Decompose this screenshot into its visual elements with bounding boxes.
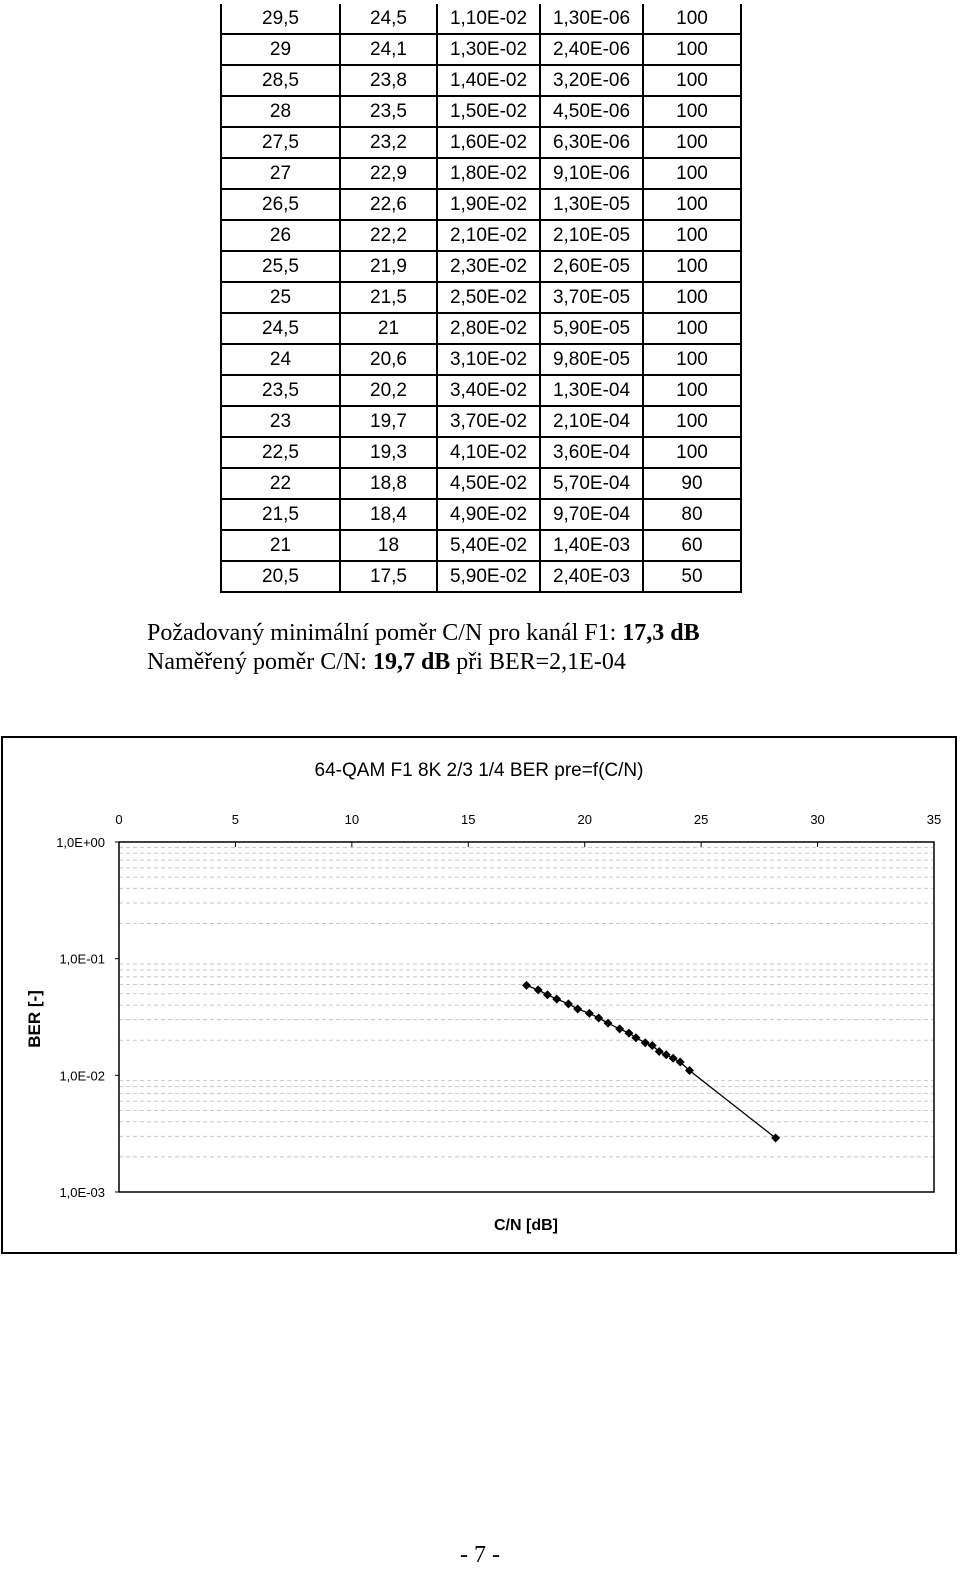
x-tick-label: 20: [577, 812, 592, 827]
table-cell: 21,5: [340, 282, 437, 313]
table-cell: 22,9: [340, 158, 437, 189]
table-cell: 100: [643, 65, 741, 96]
table-cell: 2,10E-04: [540, 406, 643, 437]
table-cell: 20,5: [221, 561, 340, 592]
table-cell: 24: [221, 344, 340, 375]
table-cell: 3,70E-02: [437, 406, 540, 437]
table-cell: 100: [643, 313, 741, 344]
required-cn-note: [147, 620, 700, 647]
x-tick-label: 15: [461, 812, 476, 827]
chart-title: 64-QAM F1 8K 2/3 1/4 BER pre=f(C/N): [314, 760, 644, 781]
table-cell: 25: [221, 282, 340, 313]
table-cell: 2,60E-05: [540, 251, 643, 282]
measurement-table: [220, 4, 742, 593]
table-cell: 1,30E-04: [540, 375, 643, 406]
ber-data-point: [564, 999, 573, 1008]
measured-cn-label: Naměřený poměr C/N:: [147, 649, 373, 675]
table-cell: 1,10E-02: [437, 4, 540, 34]
table-cell: 26: [221, 220, 340, 251]
table-cell: 1,90E-02: [437, 189, 540, 220]
table-cell: 23,8: [340, 65, 437, 96]
table-cell: 19,7: [340, 406, 437, 437]
table-cell: 23,5: [340, 96, 437, 127]
measurement-table-body: [221, 4, 741, 592]
table-cell: 1,60E-02: [437, 127, 540, 158]
table-cell: 22,6: [340, 189, 437, 220]
table-cell: 22: [221, 468, 340, 499]
table-cell: 18,8: [340, 468, 437, 499]
table-cell: 3,20E-06: [540, 65, 643, 96]
table-cell: 1,30E-05: [540, 189, 643, 220]
table-cell: 20,2: [340, 375, 437, 406]
y-tick-label: 1,0E-01: [59, 951, 105, 967]
table-cell: 3,40E-02: [437, 375, 540, 406]
table-cell: 27,5: [221, 127, 340, 158]
table-cell: 100: [643, 4, 741, 34]
table-cell: 2,80E-02: [437, 313, 540, 344]
table-cell: 60: [643, 530, 741, 561]
table-cell: 24,5: [340, 4, 437, 34]
table-cell: 1,30E-02: [437, 34, 540, 65]
table-cell: 4,10E-02: [437, 437, 540, 468]
ber-data-point: [585, 1009, 594, 1018]
table-row: [221, 158, 741, 189]
table-row: [221, 468, 741, 499]
table-cell: 21: [221, 530, 340, 561]
table-row: [221, 375, 741, 406]
table-row: [221, 96, 741, 127]
ber-data-point: [615, 1024, 624, 1033]
table-cell: 5,40E-02: [437, 530, 540, 561]
table-cell: 5,90E-02: [437, 561, 540, 592]
table-cell: 4,50E-02: [437, 468, 540, 499]
ber-data-point: [631, 1033, 640, 1042]
table-cell: 18,4: [340, 499, 437, 530]
table-row: [221, 34, 741, 65]
table-cell: 4,90E-02: [437, 499, 540, 530]
x-tick-label: 25: [693, 812, 709, 827]
table-row: [221, 530, 741, 561]
table-cell: 100: [643, 375, 741, 406]
table-row: [221, 406, 741, 437]
table-cell: 80: [643, 499, 741, 530]
table-cell: 2,10E-02: [437, 220, 540, 251]
table-cell: 23,2: [340, 127, 437, 158]
table-cell: 5,90E-05: [540, 313, 643, 344]
x-tick-label: 35: [926, 812, 942, 827]
table-row: [221, 189, 741, 220]
ber-data-point: [573, 1005, 582, 1014]
table-cell: 29: [221, 34, 340, 65]
table-cell: 18: [340, 530, 437, 561]
table-cell: 28,5: [221, 65, 340, 96]
table-row: [221, 220, 741, 251]
table-cell: 5,70E-04: [540, 468, 643, 499]
y-tick-label: 1,0E-03: [59, 1185, 105, 1200]
ber-data-point: [543, 990, 552, 999]
plot-area: [119, 842, 934, 1192]
measured-ber-text: při BER=2,1E-04: [450, 649, 626, 675]
ber-chart-plot: [3, 738, 955, 1252]
table-cell: 9,70E-04: [540, 499, 643, 530]
table-cell: 100: [643, 406, 741, 437]
table-cell: 2,40E-06: [540, 34, 643, 65]
table-cell: 100: [643, 34, 741, 65]
y-tick-label: 1,0E-02: [59, 1068, 105, 1084]
table-cell: 1,80E-02: [437, 158, 540, 189]
table-cell: 100: [643, 220, 741, 251]
table-cell: 50: [681, 565, 703, 587]
table-cell: 100: [643, 251, 741, 282]
table-row: [221, 282, 741, 313]
table-cell: 90: [643, 468, 741, 499]
table-cell: 25,5: [221, 251, 340, 282]
x-axis-label: C/N [dB]: [494, 1217, 558, 1234]
table-row: [221, 65, 741, 96]
table-cell: 22,5: [221, 437, 340, 468]
table-cell: 23,5: [221, 375, 340, 406]
table-cell: 22,2: [340, 220, 437, 251]
table-cell: 27: [221, 158, 340, 189]
table-row: [221, 437, 741, 468]
table-cell: 100: [643, 96, 741, 127]
table-cell: 1,30E-06: [540, 4, 643, 34]
table-cell: 100: [643, 189, 741, 220]
table-cell: 29,5: [221, 4, 340, 34]
table-cell: 3,70E-05: [540, 282, 643, 313]
table-cell: 1,40E-03: [540, 530, 643, 561]
ber-data-point: [534, 985, 543, 994]
table-cell: 24,1: [340, 34, 437, 65]
table-row: [221, 4, 741, 34]
table-cell: 21,9: [340, 251, 437, 282]
table-cell: 28: [221, 96, 340, 127]
table-row: [221, 344, 741, 375]
measured-cn-value: 19,7 dB: [372, 649, 451, 675]
table-cell: 100: [643, 282, 741, 313]
x-tick-label: 10: [344, 812, 360, 827]
table-cell: 23: [221, 406, 340, 437]
ber-data-point: [522, 981, 531, 990]
table-cell: 2,40E-03: [540, 561, 643, 592]
table-cell: 20,6: [340, 344, 437, 375]
table-cell: 9,80E-05: [540, 344, 643, 375]
table-cell: 21,5: [221, 499, 340, 530]
table-cell: 26,5: [221, 189, 340, 220]
x-tick-label: 0: [115, 812, 123, 827]
table-cell: 100: [643, 344, 741, 375]
table-cell: 100: [643, 158, 741, 189]
table-cell: 3,10E-02: [437, 344, 540, 375]
y-tick-label: 1,0E+00: [56, 835, 105, 850]
table-cell: 4,50E-06: [540, 96, 643, 127]
ber-series-line: [527, 985, 776, 1138]
table-cell: 1,40E-02: [437, 65, 540, 96]
table-cell: 2,30E-02: [437, 251, 540, 282]
table-cell: 100: [643, 127, 741, 158]
required-cn-value: 17,3 dB: [622, 620, 700, 646]
table-row: [221, 561, 741, 592]
table-row: [221, 313, 741, 344]
page-number: - 7 -: [460, 1542, 500, 1568]
table-cell: 1,50E-02: [437, 96, 540, 127]
x-tick-label: 30: [810, 812, 825, 827]
table-row: [221, 499, 741, 530]
ber-chart: [1, 736, 957, 1254]
table-cell: 2,50E-02: [437, 282, 540, 313]
table-row: [221, 251, 741, 282]
table-cell: 100: [643, 437, 741, 468]
ber-data-point: [552, 995, 561, 1004]
table-cell: 3,60E-04: [540, 437, 643, 468]
y-axis-label: BER [-]: [25, 990, 44, 1048]
required-cn-label: Požadovaný minimální poměr C/N pro kanál F1:: [147, 620, 623, 646]
table-cell: 6,30E-06: [540, 127, 643, 158]
table-cell: 24,5: [221, 313, 340, 344]
table-cell: 17,5: [340, 561, 437, 592]
ber-data-point: [624, 1029, 633, 1038]
table-cell: 2,10E-05: [540, 220, 643, 251]
table-row: [221, 127, 741, 158]
table-cell: 9,10E-06: [540, 158, 643, 189]
ber-data-point: [594, 1014, 603, 1023]
table-cell: 21: [340, 313, 437, 344]
table-cell: 19,3: [340, 437, 437, 468]
x-tick-label: 5: [231, 812, 240, 827]
measured-cn-note: [147, 649, 626, 676]
